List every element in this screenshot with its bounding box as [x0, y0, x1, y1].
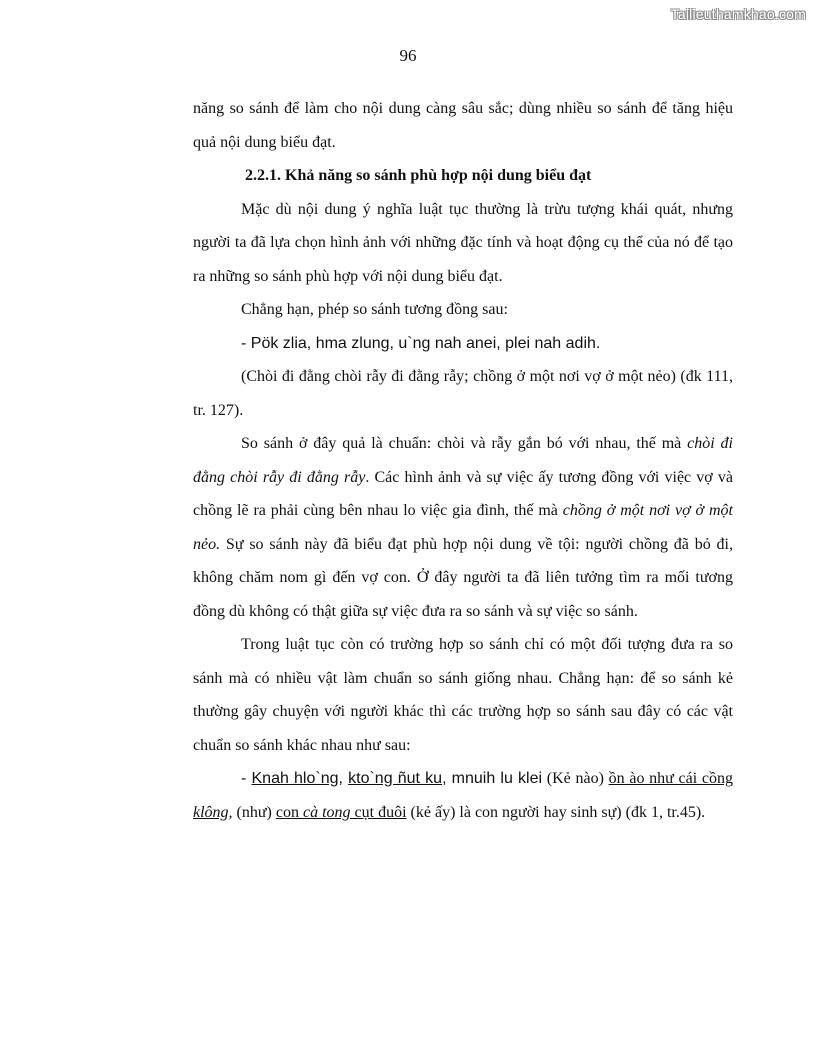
text-run: Sự so sánh này đã biểu đạt phù hợp nội dung về tội: người chồng đã bỏ đi, không chăm nom gì đến vợ con. Ở đây người ta đã liên tưởng tìm ra mối tương đồng dù không có thật giữa sự việc đưa ra so sánh và sự việc so sánh. [193, 535, 733, 620]
text-run: - [241, 770, 252, 787]
text-run: So sánh ở đây quả là chuẩn: chòi và rẫy gắn bó với nhau, thế mà [241, 435, 688, 452]
italic-phrase: cà tong [302, 803, 351, 821]
underlined-phrase: ồn ào như cái cồng [608, 770, 734, 787]
paragraph: Chẳng hạn, phép so sánh tương đồng sau: [241, 301, 508, 318]
paragraph-analysis [193, 427, 733, 628]
text-run: . Các hình ảnh và sự việc ấy tương đồng với việc vợ và chồng lẽ ra phải cùng bên nhau lo việc gia đình, thế mà [193, 468, 733, 519]
italic-phrase: chòi đi đằng chòi rẫy đi đằng rẫy [193, 435, 733, 486]
underlined-phrase: Knah hlo`ng [251, 770, 339, 787]
text-run: (kẻ ấy) là con người hay sinh sự) (đk 1, tr.45). [406, 803, 706, 821]
paragraph: Mặc dù nội dung ý nghĩa luật tục thường là trừu tượng khái quát, nhưng người ta đã lựa chọn hình ảnh với những đặc tính và hoạt động cụ thể của nó để tạo ra những so sánh phù hợp với nội dung biểu đạt. [193, 200, 733, 285]
watermark: Tailieuthamkhao.com [670, 6, 806, 22]
italic-phrase: chồng ở một nơi vợ ở một nẻo. [193, 502, 733, 553]
text-run: (Kẻ nào) [542, 770, 609, 787]
text-run: , mnuih lu klei [442, 770, 543, 787]
document-body [193, 92, 733, 829]
underlined-phrase: kto`ng ñut ku [348, 770, 443, 787]
paragraph: Trong luật tục còn có trường hợp so sánh chỉ có một đối tượng đưa ra so sánh mà có nhiều vật làm chuẩn so sánh giống nhau. Chẳng hạn: để so sánh kẻ thường gây chuyện với người khác thì các trường hợp so sánh sau đây có các vật chuẩn so sánh khác nhau như sau: [193, 636, 733, 754]
example-quote: - Pök zlia, hma zlung, u`ng nah anei, plei nah adih. [241, 334, 601, 352]
example-translation: (Chòi đi đằng chòi rẫy đi đằng rẫy; chồng ở một nơi vợ ở một nẻo) (đk 111, tr. 127). [193, 368, 733, 419]
paragraph-continuation: năng so sánh để làm cho nội dung càng sâu sắc; dùng nhiều so sánh để tăng hiệu quả nội dung biểu đạt. [193, 100, 733, 151]
underlined-italic-phrase: klông, [193, 803, 233, 821]
example-multi [193, 762, 733, 829]
text-run: , [338, 770, 349, 787]
underlined-phrase [276, 804, 407, 821]
section-heading: 2.2.1. Khả năng so sánh phù hợp nội dung biểu đạt [245, 167, 592, 184]
text-run: (như) [232, 803, 276, 821]
page-number: 96 [399, 46, 417, 65]
text-run: con [275, 803, 303, 821]
text-run: cụt đuôi [350, 803, 407, 821]
